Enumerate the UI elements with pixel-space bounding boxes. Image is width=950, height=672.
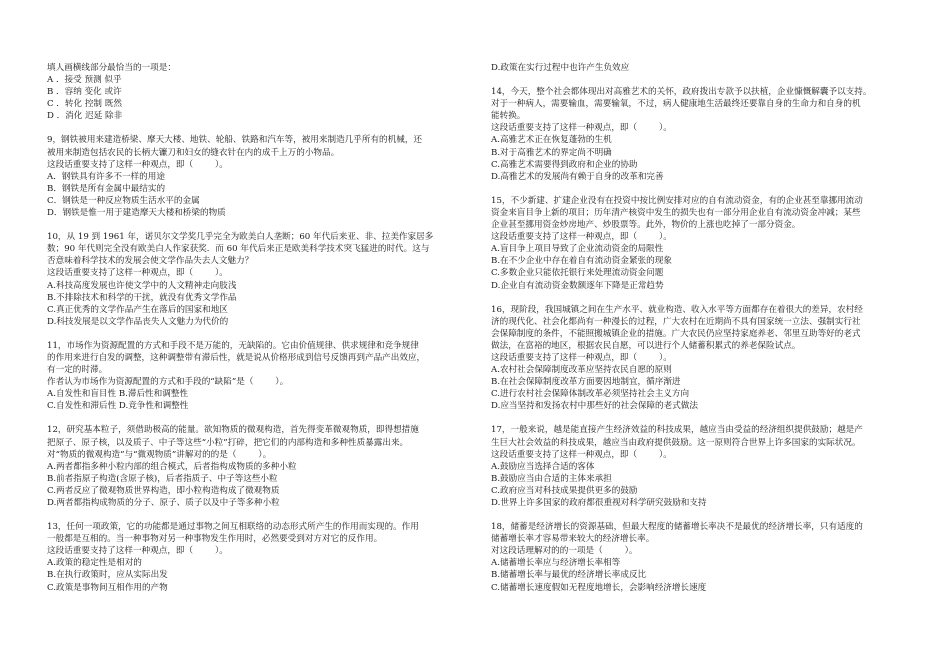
question-text-line: 填人画横线部分最恰当的一项是： [47,63,176,73]
answer-option: B.在社会保障制度改革方面要因地制宜，循序渐进 [491,377,681,388]
question-gap [47,219,467,231]
answer-option: B.储蓄增长率与最优的经济增长率成反比 [491,570,647,581]
answer-option: C.多数企业只能依托银行来处理流动资金问题 [491,268,664,279]
right-column [491,62,911,594]
answer-option: C.进行农村社会保障体制改革必须坚持社会主义方向 [491,389,690,400]
question-text-line: 这段话重要支持了这样一种观点，即（ ）。 [47,546,228,557]
answer-option: D.科技发展是以文学作品丧失人文魅力为代价的 [47,316,229,327]
question-block [47,521,467,594]
question-text-line: 能转换。 [491,111,526,122]
answer-option: A.自发性和盲目性 B.滞后性和调整性 [47,389,189,400]
question-text-line: 17，一般来说，越是能直接产生经济效益的科技成果，越应当由受益的经济组织提供鼓励；越是产 [491,425,863,436]
question-block [491,62,911,74]
question-text-line: 10，从 19 到 1961 年，诺贝尔文学奖几乎完全为欧美白人垄断；60 年代后来亚、非、拉美作家居多 [47,232,434,243]
question-text-line: 11，市场作为资源配置的方式和手段不是万能的，无缺陷的。它由价值规律、供求规律和竞争规律 [47,340,419,351]
answer-option: A ．接受 预测 似乎 [47,75,122,86]
question-text-line: 这段话重要支持了这样一种观点，即（ ）。 [491,232,672,243]
answer-option: D.企业自有流动资金数额逐年下降是正常趋势 [491,280,664,291]
question-block [491,304,911,413]
answer-option: B.前者指原子构造(含原子核)，后者指质子、中子等这些小粒 [47,473,278,484]
answer-option: B.对于高雅艺术的界定尚不明确 [491,147,612,158]
answer-option: B.在不少企业中存在着自有流动资金紧张的现象 [491,256,672,267]
question-text-line: 对于一种病人，需要输血，需要输氧，不过，病人健康地生活最终还要靠自身的生命力和自身的机 [491,99,861,110]
answer-option: A.政策的稳定性是相对的 [47,558,142,569]
answer-option: A.两者都指多种小粒内部的组合模式，后者指构成物质的多种小粒 [47,461,297,472]
answer-option: D.高雅艺术的发展尚有赖于自身的改革和完善 [491,171,664,182]
question-text-line: 这段话重要支持了这样一种观点，即（ ）。 [491,449,672,460]
question-text-line: 储蓄增长率才容易带来较大的经济增长率。 [491,534,655,545]
question-text-line: 作者认为市场作为资源配置的方式和手段的“缺陷”是（ ）。 [47,377,289,388]
question-text-line: 这段话重要支持了这样一种观点，即（ ）。 [47,268,228,279]
question-text-line: 被用来制造包括农民的长柄大镰刀和妇女的缝衣针在内的成千上万的小物品。 [47,147,340,158]
question-text-line: 济的现代化、社会化都尚有一种漫长的过程，广大农村在近期尚不具有国家统一立法、强制实行社 [491,316,861,327]
question-text-line: 生巨大社会效益的科技成果，越应当由政府提供鼓励。这一原则符合世界上许多国家的实际状况。 [491,437,861,448]
answer-option: C.储蓄增长速度假如无程度地增长，会影响经济增长速度 [491,582,707,593]
question-block [491,424,911,509]
answer-option: D．钢铁是惟一用于建造摩天大楼和桥梁的物质 [47,208,226,219]
answer-option: A.科技高度发展也许使文学中的人文精神走向肢浅 [47,280,237,291]
left-column [47,62,467,594]
question-gap [47,509,467,521]
question-gap [491,74,911,86]
answer-option: A.高雅艺术正在恢复蓬勃的生机 [491,135,612,146]
answer-option: D.应当坚持和发扬农村中那些好的社会保障的老式做法 [491,401,698,412]
question-block [47,134,467,219]
question-block [47,340,467,413]
question-text-line: 15，不少新建、扩建企业没有在投资中按比例安排对应的自有流动资金，有的企业甚至靠挪用流动 [491,195,863,206]
answer-option: D.两者都指构成物质的分子、原子、质子以及中子等多种小粒 [47,498,280,508]
answer-option: A．钢铁具有许多不一样的用途 [47,171,165,182]
question-text-line: 这段话重要支持了这样一种观点，即（ ）。 [491,352,672,363]
answer-option: B.在执行政策时，应从实际出发 [47,570,168,581]
question-text-line: 会保障制度的条件，不能照搬城镇企业的措施。广大农民仍应坚持家庭养老、邻里互助等好的老式 [491,328,861,339]
answer-option: C.真正优秀的文学作品产生在落后的国家和地区 [47,304,228,315]
question-gap [47,122,467,134]
answer-option: C.政策是事物间互相作用的产物 [47,582,168,593]
answer-option: B ．容纳 变化 或许 [47,87,122,98]
question-block [47,62,467,122]
answer-option: C.政府应当对科技成果提供更多的鼓励 [491,485,638,496]
question-text-line: 14，今天，整个社会都体现出对高雅艺术的关怀，政府拨出专款予以扶植，企业慷慨解囊予以支持。 [491,87,872,98]
answer-option: A.农村社会保障制度改革应坚持农民自愿的原则 [491,365,672,376]
answer-option: B．钢铁是所有金属中最结实的 [47,183,166,194]
question-text-line: 这段话重要支持了这样一种观点，即（ ）。 [491,123,672,134]
question-block [491,86,911,183]
question-block [47,231,467,328]
answer-option: A.盲目争上项目导致了企业流动资金的局限性 [491,244,664,255]
question-gap [491,412,911,424]
question-gap [491,509,911,521]
answer-option: C.高雅艺术需要得到政府和企业的协助 [491,159,638,170]
question-text-line: 对这段话理解对的的一项是（ ）。 [491,546,638,557]
question-text-line: 18，储蓄是经济增长的资源基础，但最大程度的储蓄增长率决不是最优的经济增长率，只有适度的 [491,522,863,533]
question-text-line: 数；90 年代则完全没有欧美白人作家获奖．而 60 年代后来正是欧美科学技术突飞猛进的时代。这与 [47,244,430,255]
answer-option: B.鼓励应当由合适的主体来承担 [491,473,612,484]
question-text-line: 这段话重要支持了这样一种观点，即（ ）。 [47,159,228,170]
question-text-line: 企业甚至挪用资金炒房地产、炒股票等。此外，物价的上涨也吃掉了一部分资金。 [491,220,801,231]
question-text-line: 做法，在富裕的地区，根据农民自愿，可以进行个人储蓄积累式的养老保险试点。 [491,340,801,351]
question-gap [491,292,911,304]
answer-option: D.政策在实行过程中也许产生负效应 [491,63,630,73]
answer-option: C.自发性和滞后性 D.竞争性和调整性 [47,401,189,412]
question-block [47,424,467,509]
question-gap [491,183,911,195]
question-text-line: 一般都是互相的。当一种事物对另一种事物发生作用时，必然要受到对方对它的反作用。 [47,534,383,545]
question-block [491,521,911,594]
question-text-line: 9，钢铁被用来建造桥梁、摩天大楼、地铁、轮船、铁路和汽车等，被用来制造几乎所有的机械，还 [47,135,423,146]
answer-option: B.不排除技术和科学的干扰，就没有优秀文学作品 [47,292,237,303]
answer-option: A.鼓励应当选择合适的客体 [491,461,595,472]
question-text-line: 对“物质的微观构造”与“微观物质”讲解对的的是（ ）。 [47,449,272,460]
question-gap [47,412,467,424]
question-text-line: 资金来盲目争上新的项目；历年清产核资中发生的损失也有一部分用企业自有流动资金冲减；某些 [491,207,861,218]
question-text-line: 把原子、原子核，以及质子、中子等这些“小粒”打碎，把它们的内部构造和多种性质暴露出来。 [47,437,409,448]
question-text-line: 的作用来进行自发的调整，这种调整带有滞后性，就是说从价格形成到信号反馈再到产品产出效应， [47,352,426,363]
answer-option: C．钢铁是一种反应物质生活水平的金属 [47,195,200,206]
answer-option: C ．转化 控制 既然 [47,99,122,110]
question-text-line: 13，任何一项政策，它的功能都是通过事物之间互相联络的动态形式所产生的作用而实现的。作用 [47,522,419,533]
question-text-line: 否意味着科学技术的发展会使文学作品失去人文魅力？ [47,256,254,267]
question-text-line: 16，现阶段，我国城镇之间在生产水平、就业构造、收入水平等方面都存在着很大的差异，农村经 [491,304,863,315]
question-block [491,195,911,292]
answer-option: D ．消化 迟延 除非 [47,111,123,122]
question-gap [47,328,467,340]
question-text-line: 12，研究基本粒子，须借助极高的能量。欲知物质的微观构造，首先得变革微观物质，即得想措施 [47,425,419,436]
answer-option: A.储蓄增长率应与经济增长率相等 [491,558,621,569]
question-text-line: 有一定的时滞。 [47,365,108,376]
answer-option: D.世界上许多国家的政府都很重视对科学研究鼓励和支持 [491,498,707,508]
answer-option: C.两者反应了微观物质世界构造，即小粒构造构成了微观物质 [47,485,280,496]
